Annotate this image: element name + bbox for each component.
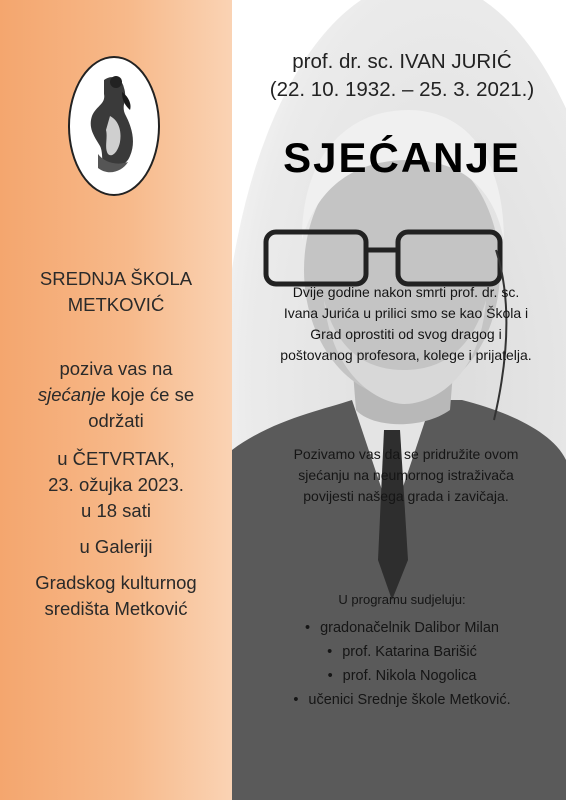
paragraph-line: povijesti našega grada i zavičaja. [303, 488, 509, 504]
bullet-icon: • [293, 692, 299, 708]
bullet-icon: • [327, 668, 333, 684]
participant-name: gradonačelnik Dalibor Milan [320, 620, 499, 636]
venue-line: u Galeriji [79, 536, 153, 557]
list-item [238, 616, 566, 640]
invitation-line-rest: koje će se [105, 384, 195, 405]
emphasis-word: sjećanje [37, 384, 106, 405]
honoree-name: prof. dr. sc. IVAN JURIĆ [292, 50, 512, 73]
list-item [238, 688, 566, 712]
page-title: SJEĆANJE [283, 134, 521, 181]
invitation-line: poziva vas na [59, 358, 173, 379]
intro-paragraph [246, 282, 566, 366]
paragraph-line: Ivana Jurića u prilici smo se kao Škola i [283, 305, 529, 321]
program-heading: U programu sudjeluju: [338, 592, 466, 607]
school-name-line: SREDNJA ŠKOLA [39, 268, 193, 289]
event-date [0, 446, 232, 524]
paragraph-line: Grad oprostiti od svog dragog i [310, 326, 502, 342]
honoree-dates: (22. 10. 1932. – 25. 3. 2021.) [269, 78, 535, 101]
participant-name: učenici Srednje škole Metković. [308, 692, 511, 708]
invitation-line: održati [88, 410, 144, 431]
paragraph-line: poštovanog profesora, kolege i prijatelja. [280, 347, 532, 363]
paragraph-line: sjećanju na neumornog istraživača [298, 467, 514, 483]
bullet-icon: • [304, 620, 311, 636]
date-line: 23. ožujka 2023. [48, 474, 184, 495]
date-line: u 18 sati [81, 500, 151, 521]
invitation-text [0, 356, 232, 434]
venue-line: središta Metković [44, 598, 188, 619]
bullet-icon: • [327, 644, 333, 660]
school-name [0, 266, 232, 318]
school-name-line: METKOVIĆ [67, 294, 165, 315]
paragraph-line: Dvije godine nakon smrti prof. dr. sc. [292, 284, 520, 300]
date-line: u ČETVRTAK, [57, 448, 175, 469]
honoree-name-block [238, 48, 566, 104]
invitation-line [0, 382, 232, 408]
event-venue [0, 534, 232, 622]
list-item [238, 664, 566, 688]
venue-line: Gradskog kulturnog [35, 572, 197, 593]
invitation-paragraph [246, 444, 566, 507]
participant-name: prof. Katarina Barišić [342, 644, 477, 660]
left-panel [0, 0, 232, 800]
participant-name: prof. Nikola Nogolica [342, 668, 477, 684]
sculpture-logo-icon [68, 56, 160, 196]
list-item [238, 640, 566, 664]
paragraph-line: Pozivamo vas da se pridružite ovom [293, 446, 519, 462]
participants-list [238, 616, 566, 712]
